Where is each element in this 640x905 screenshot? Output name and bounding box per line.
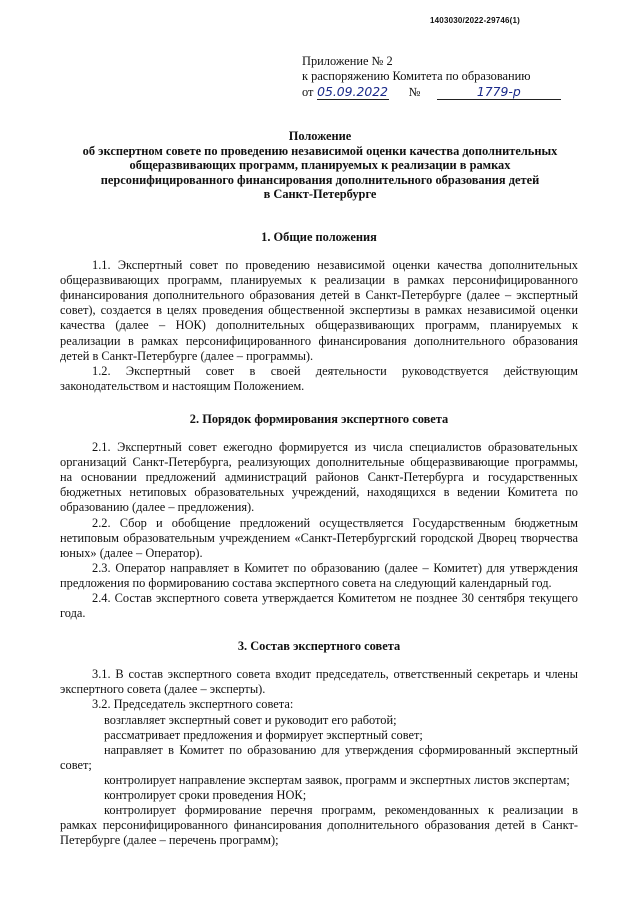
appendix-title: Приложение № 2 [302,54,393,68]
paragraph-2-2: 2.2. Сбор и обобщение предложений осуществляется Государственным бюджетным нетиповым образовательным учреждением «Санкт-Петербургский городской Дворец творчества юных» (далее – Оператор). [60,515,578,560]
title-line-1: Положение [288,129,352,143]
list-item: контролирует формирование перечня программ, рекомендованных к реализации в рамках персонифицированного финансирования дополнительного образования детей в Санкт-Петербурге (далее – перечень программ); [60,803,578,848]
section-1-heading: 1. Общие положения [261,230,377,244]
date-prefix: от [302,85,314,99]
title-line-5: в Санкт-Петербурге [263,187,377,201]
handwritten-number: 1779-р [437,84,561,100]
title-line-2: об экспертном совете по проведению независимой оценки качества дополнительных [82,143,558,158]
handwritten-date: 05.09.2022 [317,84,389,99]
list-item: направляет в Комитет по образованию для утверждения сформированный экспертный совет; [60,742,578,772]
list-item: контролирует направление экспертам заявок, программ и экспертных листов экспертам; [104,772,570,787]
document-body [60,230,578,848]
list-item: контролирует сроки проведения НОК; [104,788,307,802]
document-title [40,129,600,202]
list-item: возглавляет экспертный совет и руководит его работой; [104,712,397,727]
list-item: рассматривает предложения и формирует экспертный совет; [104,727,423,742]
section-3-heading: 3. Состав экспертного совета [237,639,401,654]
paragraph-2-4: 2.4. Состав экспертного совета утверждается Комитетом не позднее 30 сентября текущего года. [60,590,578,621]
document-registration-number: 1403030/2022-29746(1) [430,16,521,25]
appendix-reference: к распоряжению Комитета по образованию [302,69,531,83]
paragraph-1-1: 1.1. Экспертный совет по проведению независимой оценки качества дополнительных общеразвивающих программ, планируемых к реализации в рамках персонифицированного финансирования дополнительного образования детей в Санкт-Петербурге (далее – экспертный совет), создается в целях проведения общественной экспертизы в рамках независимой оценки качества (далее – НОК) дополнительных общеразвивающих программ, планируемых к реализации в рамках персонифицированного финансирования дополнительного образования детей в Санкт-Петербурге (далее – программы). [60,258,578,363]
section-2-heading: 2. Порядок формирования экспертного совета [189,411,449,426]
appendix-date-number [302,84,561,100]
appendix-block [302,54,561,100]
number-prefix: № [408,85,421,99]
title-line-4: персонифицированного финансирования дополнительного образования детей [100,172,540,187]
paragraph-2-1: 2.1. Экспертный совет ежегодно формируется из числа специалистов образовательных организаций Санкт-Петербурга, реализующих дополнительные общеразвивающие программы, на основании предложений администраций районов Санкт-Петербурга и государственных бюджетных нетиповых образовательных учреждений, находящихся в ведении Комитета по образованию (далее – предложения). [60,440,578,515]
paragraph-1-2: 1.2. Экспертный совет в своей деятельности руководствуется действующим законодательством и настоящим Положением. [60,363,578,393]
paragraph-3-2: 3.2. Председатель экспертного совета: [92,697,294,712]
title-line-3: общеразвивающих программ, планируемых к реализации в рамках [129,158,511,172]
paragraph-2-3: 2.3. Оператор направляет в Комитет по образованию (далее – Комитет) для утверждения предложения по формированию состава экспертного совета на следующий календарный год. [60,560,578,590]
paragraph-3-1: 3.1. В состав экспертного совета входит председатель, ответственный секретарь и члены экспертного совета (далее – эксперты). [60,667,578,697]
